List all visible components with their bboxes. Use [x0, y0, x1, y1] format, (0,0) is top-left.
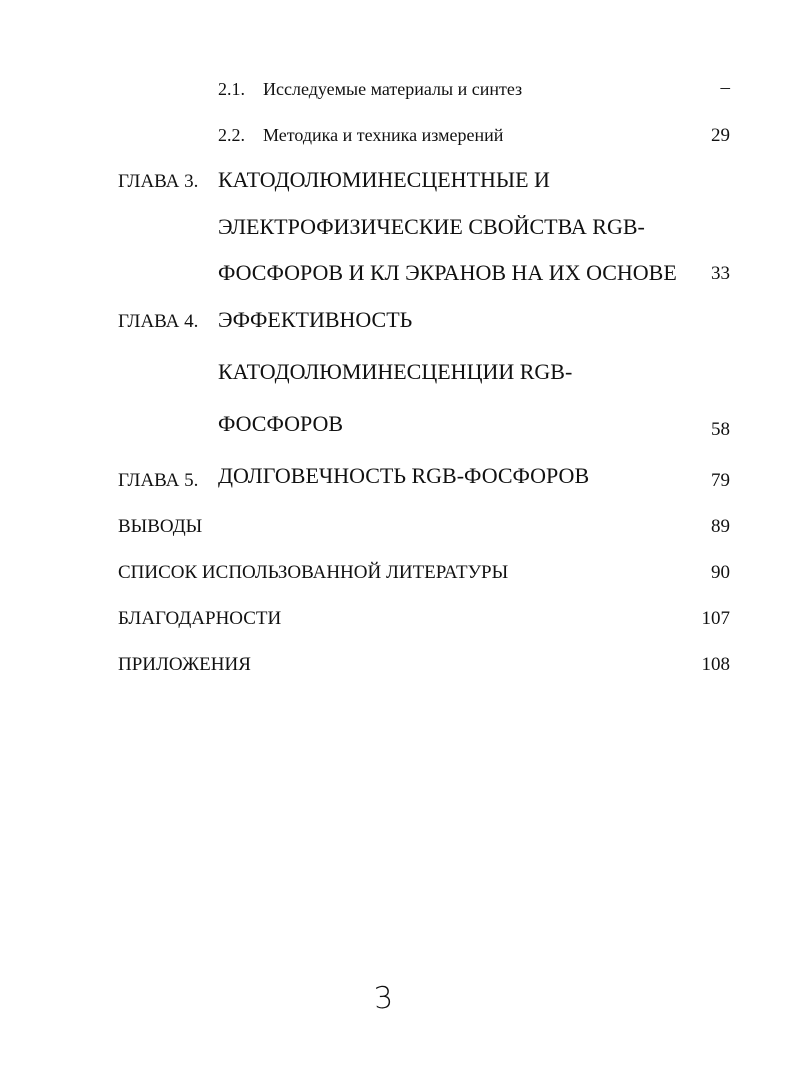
toc-section-2-1-title: Исследуемые материалы и синтез — [263, 79, 523, 99]
toc-chapter-5-page: 79 — [711, 470, 730, 491]
handwritten-page-number: 3 — [372, 980, 395, 1017]
toc-chapter-3-title-line1: КАТОДОЛЮМИНЕСЦЕНТНЫЕ И — [218, 167, 550, 192]
toc-section-2-1-number: 2.1. — [218, 79, 245, 99]
toc-conclusions-page: 89 — [711, 516, 730, 537]
toc-chapter-4-title-line2: КАТОДОЛЮМИНЕСЦЕНЦИИ RGB- — [218, 359, 573, 384]
toc-chapter-4-title-line1: ЭФФЕКТИВНОСТЬ — [218, 307, 413, 332]
toc-section-2-2-number: 2.2. — [218, 125, 245, 145]
toc-acknowledgements-page: 107 — [701, 608, 730, 629]
toc-conclusions-title: ВЫВОДЫ — [118, 516, 203, 537]
toc-references-title: СПИСОК ИСПОЛЬЗОВАННОЙ ЛИТЕРАТУРЫ — [118, 562, 509, 583]
toc-chapter-4-label: ГЛАВА 4. — [118, 311, 199, 332]
toc-section-2-1-page: – — [720, 77, 730, 98]
toc-chapter-3-title-line3: ФОСФОРОВ И КЛ ЭКРАНОВ НА ИХ ОСНОВЕ — [218, 260, 677, 285]
toc-chapter-3-page: 33 — [711, 263, 730, 284]
toc-acknowledgements-title: БЛАГОДАРНОСТИ — [118, 608, 282, 629]
toc-section-2-2-title: Методика и техника измерений — [263, 125, 504, 145]
toc-appendices-title: ПРИЛОЖЕНИЯ — [118, 654, 251, 675]
toc-appendices-page: 108 — [701, 654, 730, 675]
toc-references-page: 90 — [711, 562, 730, 583]
toc-chapter-5-label: ГЛАВА 5. — [118, 470, 199, 491]
toc-chapter-4-page: 58 — [711, 419, 730, 440]
toc-chapter-3-title-line2: ЭЛЕКТРОФИЗИЧЕСКИЕ СВОЙСТВА RGB- — [218, 214, 645, 239]
toc-chapter-3-label: ГЛАВА 3. — [118, 171, 199, 192]
toc-chapter-5-title: ДОЛГОВЕЧНОСТЬ RGB-ФОСФОРОВ — [218, 463, 590, 488]
toc-chapter-4-title-line3: ФОСФОРОВ — [218, 411, 344, 436]
toc-section-2-2-page: 29 — [711, 125, 730, 146]
